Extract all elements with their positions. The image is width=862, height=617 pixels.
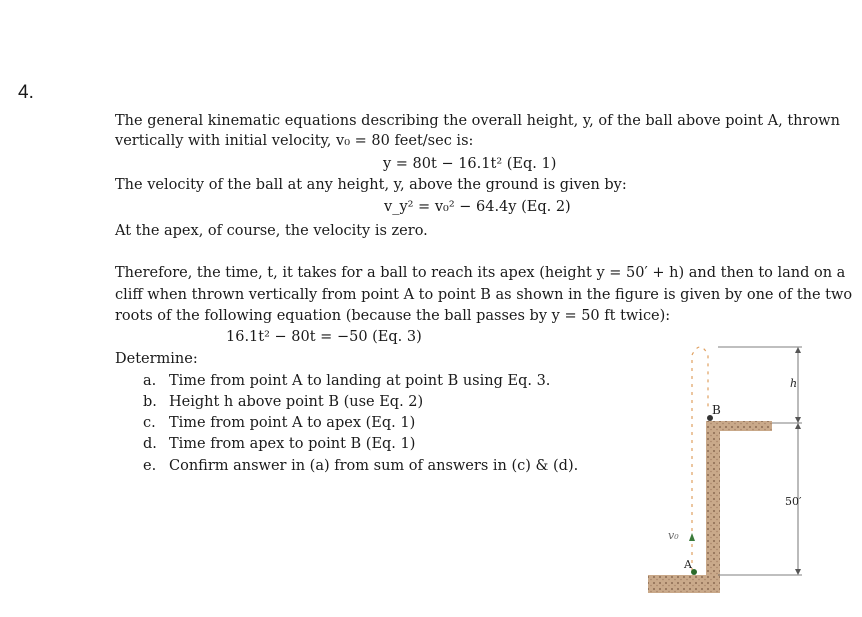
- determine-item: [143, 394, 423, 410]
- equation-2: v_y² = v₀² − 64.4y (Eq. 2): [384, 199, 571, 215]
- trajectory-path: [692, 347, 708, 571]
- arrow-up-icon: [689, 533, 695, 541]
- label-a: A: [684, 558, 692, 571]
- determine-item: [143, 415, 415, 431]
- item-text: Time from point A to landing at point B using Eq. 3.: [169, 373, 551, 389]
- label-h: h: [790, 377, 798, 390]
- label-b: B: [712, 403, 721, 417]
- label-v0: v₀: [668, 529, 679, 542]
- item-label: a.: [143, 373, 157, 389]
- equation-1: y = 80t − 16.1t² (Eq. 1): [383, 156, 557, 172]
- arrow-up-icon: [795, 423, 801, 429]
- item-text: Time from point A to apex (Eq. 1): [169, 415, 416, 431]
- label-50: 50′: [785, 495, 802, 508]
- determine-item: [143, 458, 578, 474]
- determine-heading: Determine:: [115, 351, 198, 367]
- therefore-line-1: Therefore, the time, t, it takes for a ball to reach its apex (height y = 50′ + h) and then to land on a: [115, 265, 846, 281]
- item-label: c.: [143, 415, 156, 431]
- cliff-figure: [640, 335, 840, 605]
- intro-line-4: At the apex, of course, the velocity is zero.: [115, 223, 428, 239]
- equation-3: 16.1t² − 80t = −50 (Eq. 3): [226, 329, 422, 345]
- cliff-column: [706, 427, 720, 593]
- intro-line-2: vertically with initial velocity, v₀ = 80 feet/sec is:: [115, 133, 474, 149]
- determine-item: [143, 373, 550, 389]
- arrow-down-icon: [795, 417, 801, 423]
- item-label: e.: [143, 458, 157, 474]
- determine-item: [143, 436, 415, 452]
- item-label: b.: [143, 394, 157, 410]
- item-text: Height h above point B (use Eq. 2): [169, 394, 424, 410]
- item-label: d.: [143, 436, 157, 452]
- arrow-up-icon: [795, 347, 801, 353]
- therefore-line-3: roots of the following equation (because the ball passes by y = 50 ft twice):: [115, 308, 671, 324]
- therefore-line-2: cliff when thrown vertically from point A to point B as shown in the figure is given by one of the two: [115, 287, 853, 303]
- intro-line-3: The velocity of the ball at any height, y, above the ground is given by:: [115, 177, 627, 193]
- cliff-ledge: [706, 421, 772, 431]
- arrow-down-icon: [795, 569, 801, 575]
- item-text: Time from apex to point B (Eq. 1): [169, 436, 416, 452]
- intro-line-1: The general kinematic equations describing the overall height, y, of the ball above point A, thrown: [115, 113, 840, 129]
- item-text: Confirm answer in (a) from sum of answers in (c) & (d).: [169, 458, 579, 474]
- problem-number: 4.: [18, 82, 34, 103]
